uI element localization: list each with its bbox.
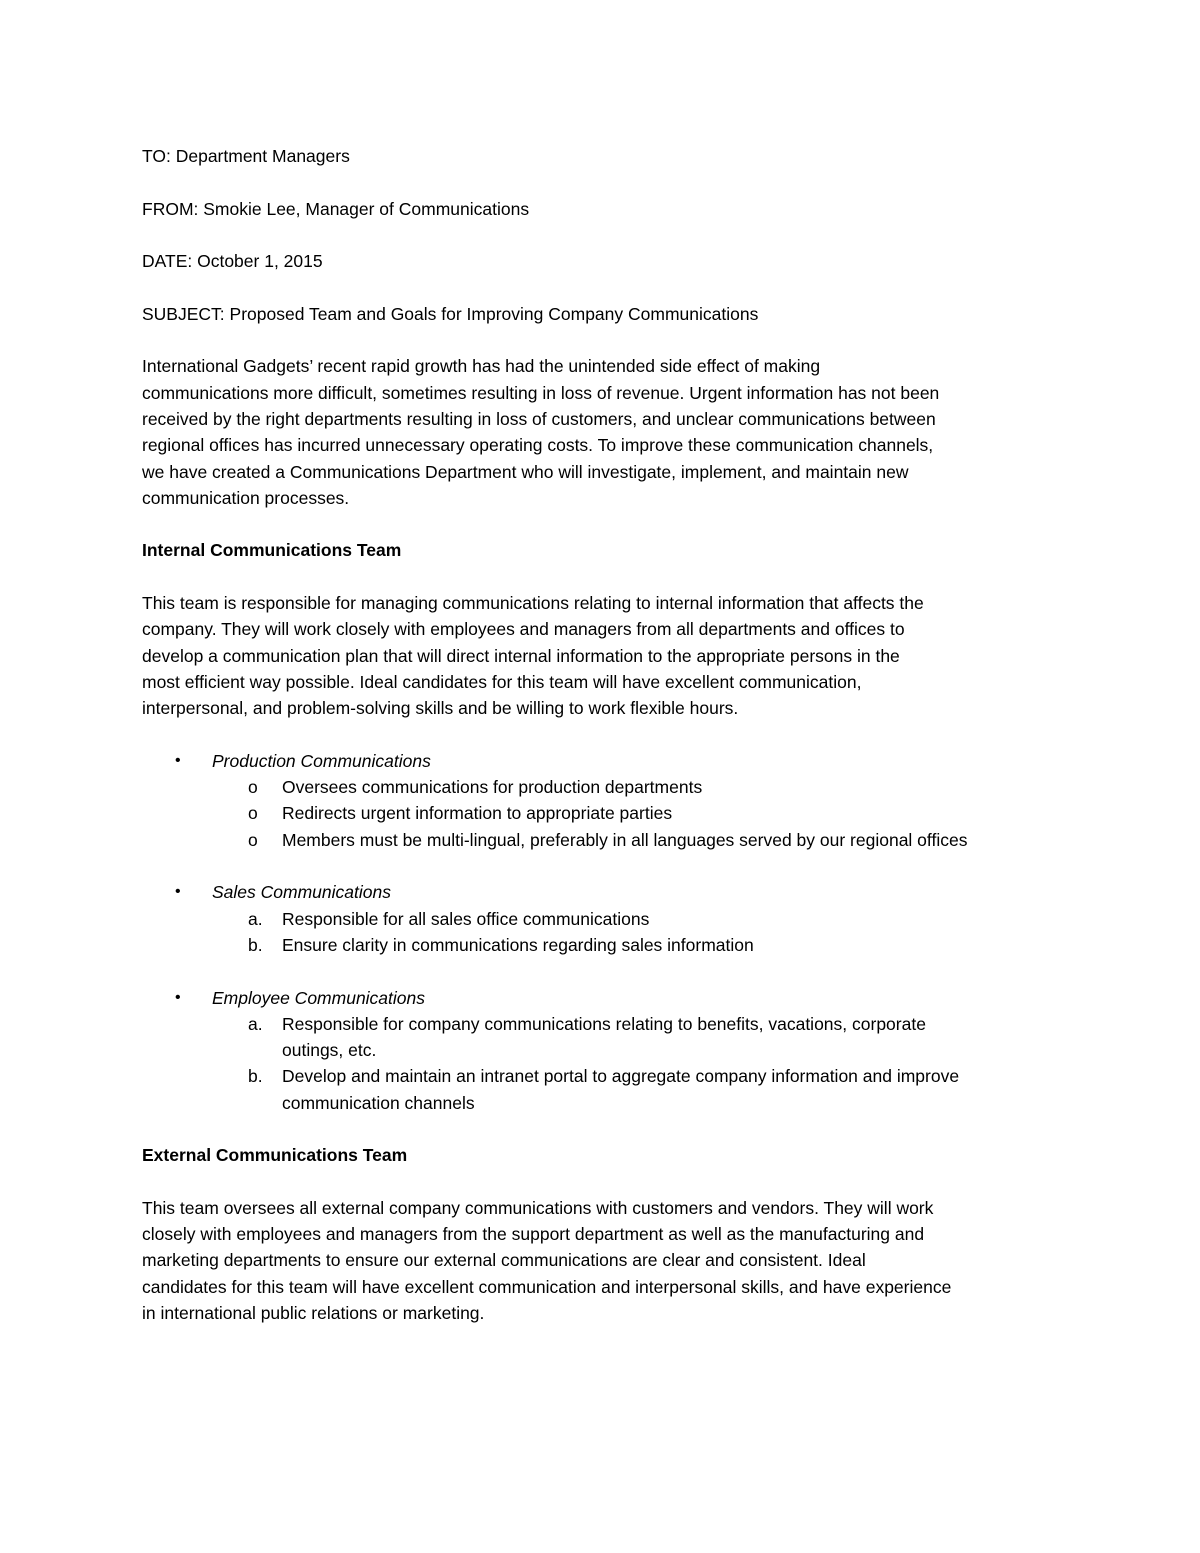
bullet-title: Sales Communications [212, 882, 391, 903]
bullet-title: Production Communications [212, 750, 431, 771]
sub-list-item [142, 774, 1072, 800]
intro-line: communication processes. [142, 487, 350, 508]
bullet-icon: • [175, 751, 181, 769]
intro-line: we have created a Communications Department who will investigate, implement, and maintain new [142, 461, 909, 482]
circle-bullet-icon: o [248, 803, 258, 824]
spacer [142, 1169, 1072, 1195]
spacer [142, 1116, 1072, 1142]
memo-body [142, 143, 1072, 1326]
external-team-heading: External Communications Team [142, 1145, 408, 1166]
sub-item-text: Responsible for company communications relating to benefits, vacations, corporate [282, 1013, 926, 1034]
sub-list-item [142, 932, 1072, 958]
spacer [142, 958, 1072, 984]
memo-from: FROM: Smokie Lee, Manager of Communications [142, 198, 530, 219]
bullet-employee-communications [142, 985, 1072, 1011]
sub-item-text: Oversees communications for production departments [282, 777, 703, 798]
sub-item-text: outings, etc. [282, 1040, 377, 1061]
intro-paragraph [142, 353, 1072, 511]
sub-list-item [142, 906, 1072, 932]
internal-paragraph [142, 590, 1072, 721]
employee-sub-list [142, 1011, 1072, 1116]
external-line: marketing departments to ensure our external communications are clear and consistent. Ideal [142, 1250, 866, 1271]
bullet-sales-communications [142, 879, 1072, 905]
internal-line: interpersonal, and problem-solving skills and be willing to work flexible hours. [142, 698, 739, 719]
intro-line: International Gadgets’ recent rapid growth has had the unintended side effect of making [142, 356, 821, 377]
list-marker: a. [248, 1013, 263, 1034]
spacer [142, 722, 1072, 748]
sub-item-text: communication channels [282, 1092, 475, 1113]
list-marker: b. [248, 1066, 263, 1087]
external-line: candidates for this team will have excellent communication and interpersonal skills, and have experience [142, 1276, 952, 1297]
circle-bullet-icon: o [248, 829, 258, 850]
spacer [142, 327, 1072, 353]
circle-bullet-icon: o [248, 777, 258, 798]
bullet-icon: • [175, 988, 181, 1006]
internal-line: This team is responsible for managing communications relating to internal information that affects the [142, 593, 924, 614]
sub-list-item [142, 1011, 1072, 1064]
sub-item-text: Responsible for all sales office communications [282, 908, 650, 929]
spacer [142, 564, 1072, 590]
internal-line: company. They will work closely with employees and managers from all departments and offices to [142, 619, 905, 640]
external-line: This team oversees all external company communications with customers and vendors. They will work [142, 1197, 934, 1218]
intro-line: received by the right departments resulting in loss of customers, and unclear communications between [142, 408, 936, 429]
memo-date: DATE: October 1, 2015 [142, 251, 323, 272]
external-paragraph [142, 1195, 1072, 1326]
sub-item-text: Members must be multi-lingual, preferably in all languages served by our regional offices [282, 829, 968, 850]
sub-item-text: Develop and maintain an intranet portal to aggregate company information and improve [282, 1066, 960, 1087]
spacer [142, 222, 1072, 248]
bullet-title: Employee Communications [212, 987, 426, 1008]
memo-subject: SUBJECT: Proposed Team and Goals for Improving Company Communications [142, 303, 759, 324]
production-sub-list [142, 774, 1072, 853]
spacer [142, 169, 1072, 195]
spacer [142, 853, 1072, 879]
list-marker: a. [248, 908, 263, 929]
internal-team-heading: Internal Communications Team [142, 540, 402, 561]
sub-list-item [142, 1063, 1072, 1116]
bullet-production-communications [142, 748, 1072, 774]
sub-item-text: Ensure clarity in communications regarding sales information [282, 934, 754, 955]
bullet-icon: • [175, 883, 181, 901]
sub-list-item [142, 800, 1072, 826]
external-line: in international public relations or marketing. [142, 1303, 485, 1324]
sales-sub-list [142, 906, 1072, 959]
memo-to: TO: Department Managers [142, 146, 350, 166]
sub-item-text: Redirects urgent information to appropriate parties [282, 803, 673, 824]
spacer [142, 274, 1072, 300]
internal-line: most efficient way possible. Ideal candidates for this team will have excellent communication, [142, 671, 862, 692]
spacer [142, 511, 1072, 537]
intro-line: communications more difficult, sometimes resulting in loss of revenue. Urgent information has not been [142, 382, 940, 403]
external-line: closely with employees and managers from the support department as well as the manufacturing and [142, 1224, 925, 1245]
internal-line: develop a communication plan that will direct internal information to the appropriate persons in the [142, 645, 900, 666]
list-marker: b. [248, 934, 263, 955]
sub-list-item [142, 827, 1072, 853]
intro-line: regional offices has incurred unnecessary operating costs. To improve these communication channels, [142, 435, 934, 456]
